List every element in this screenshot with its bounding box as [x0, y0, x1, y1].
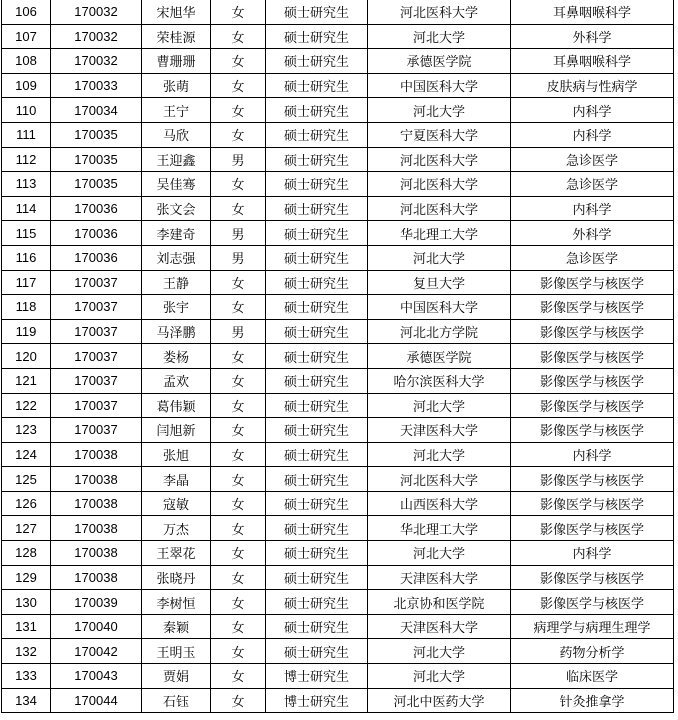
major-cell: 外科学: [511, 24, 674, 49]
school-cell: 河北医科大学: [368, 147, 511, 172]
degree-cell: 硕士研究生: [266, 122, 368, 147]
table-row: [2, 270, 674, 295]
school-cell: 河北大学: [368, 664, 511, 689]
id-cell: 170035: [51, 122, 142, 147]
gender-cell: 男: [211, 147, 266, 172]
major-cell: 内科学: [511, 541, 674, 566]
index-cell: 133: [2, 664, 51, 689]
index-cell: 132: [2, 639, 51, 664]
school-cell: 河北大学: [368, 393, 511, 418]
major-cell: 病理学与病理生理学: [511, 614, 674, 639]
gender-cell: 女: [211, 590, 266, 615]
gender-cell: 女: [211, 344, 266, 369]
gender-cell: 女: [211, 172, 266, 197]
index-cell: 117: [2, 270, 51, 295]
name-cell: 石钰: [142, 688, 211, 713]
id-cell: 170035: [51, 147, 142, 172]
table-body: [2, 0, 674, 713]
table-row: [2, 147, 674, 172]
id-cell: 170036: [51, 196, 142, 221]
index-cell: 113: [2, 172, 51, 197]
index-cell: 131: [2, 614, 51, 639]
id-cell: 170043: [51, 664, 142, 689]
index-cell: 120: [2, 344, 51, 369]
name-cell: 李晶: [142, 467, 211, 492]
degree-cell: 硕士研究生: [266, 565, 368, 590]
school-cell: 河北大学: [368, 442, 511, 467]
degree-cell: 硕士研究生: [266, 0, 368, 24]
table-row: [2, 368, 674, 393]
school-cell: 天津医科大学: [368, 418, 511, 443]
id-cell: 170037: [51, 319, 142, 344]
index-cell: 129: [2, 565, 51, 590]
table-row: [2, 98, 674, 123]
major-cell: 耳鼻咽喉科学: [511, 0, 674, 24]
gender-cell: 女: [211, 196, 266, 221]
index-cell: 107: [2, 24, 51, 49]
id-cell: 170035: [51, 172, 142, 197]
table-row: [2, 418, 674, 443]
id-cell: 170038: [51, 491, 142, 516]
name-cell: 张萌: [142, 73, 211, 98]
table-row: [2, 565, 674, 590]
gender-cell: 女: [211, 418, 266, 443]
school-cell: 河北大学: [368, 98, 511, 123]
name-cell: 闫旭新: [142, 418, 211, 443]
table-row: [2, 614, 674, 639]
id-cell: 170033: [51, 73, 142, 98]
degree-cell: 硕士研究生: [266, 442, 368, 467]
major-cell: 影像医学与核医学: [511, 467, 674, 492]
degree-cell: 硕士研究生: [266, 245, 368, 270]
index-cell: 124: [2, 442, 51, 467]
table-row: [2, 344, 674, 369]
name-cell: 马泽鹏: [142, 319, 211, 344]
id-cell: 170037: [51, 295, 142, 320]
gender-cell: 女: [211, 73, 266, 98]
id-cell: 170038: [51, 565, 142, 590]
index-cell: 122: [2, 393, 51, 418]
gender-cell: 女: [211, 393, 266, 418]
name-cell: 张文会: [142, 196, 211, 221]
gender-cell: 女: [211, 0, 266, 24]
major-cell: 内科学: [511, 442, 674, 467]
gender-cell: 女: [211, 368, 266, 393]
name-cell: 曹珊珊: [142, 49, 211, 74]
name-cell: 寇敏: [142, 491, 211, 516]
gender-cell: 女: [211, 516, 266, 541]
applicant-table: [1, 0, 674, 713]
gender-cell: 女: [211, 270, 266, 295]
name-cell: 万杰: [142, 516, 211, 541]
table-row: [2, 172, 674, 197]
major-cell: 外科学: [511, 221, 674, 246]
id-cell: 170038: [51, 467, 142, 492]
index-cell: 108: [2, 49, 51, 74]
id-cell: 170042: [51, 639, 142, 664]
index-cell: 121: [2, 368, 51, 393]
index-cell: 119: [2, 319, 51, 344]
gender-cell: 男: [211, 221, 266, 246]
name-cell: 李建奇: [142, 221, 211, 246]
degree-cell: 硕士研究生: [266, 196, 368, 221]
major-cell: 影像医学与核医学: [511, 491, 674, 516]
school-cell: 承德医学院: [368, 344, 511, 369]
degree-cell: 硕士研究生: [266, 344, 368, 369]
gender-cell: 女: [211, 664, 266, 689]
degree-cell: 硕士研究生: [266, 491, 368, 516]
table-row: [2, 541, 674, 566]
name-cell: 宋旭华: [142, 0, 211, 24]
name-cell: 吴佳骞: [142, 172, 211, 197]
major-cell: 急诊医学: [511, 172, 674, 197]
degree-cell: 硕士研究生: [266, 590, 368, 615]
major-cell: 内科学: [511, 122, 674, 147]
id-cell: 170037: [51, 418, 142, 443]
degree-cell: 硕士研究生: [266, 24, 368, 49]
school-cell: 河北医科大学: [368, 196, 511, 221]
id-cell: 170037: [51, 270, 142, 295]
table-row: [2, 122, 674, 147]
index-cell: 110: [2, 98, 51, 123]
id-cell: 170037: [51, 393, 142, 418]
school-cell: 河北北方学院: [368, 319, 511, 344]
table-row: [2, 196, 674, 221]
major-cell: 耳鼻咽喉科学: [511, 49, 674, 74]
school-cell: 哈尔滨医科大学: [368, 368, 511, 393]
table-row: [2, 491, 674, 516]
degree-cell: 硕士研究生: [266, 639, 368, 664]
gender-cell: 女: [211, 122, 266, 147]
id-cell: 170036: [51, 221, 142, 246]
major-cell: 内科学: [511, 98, 674, 123]
index-cell: 115: [2, 221, 51, 246]
major-cell: 内科学: [511, 196, 674, 221]
name-cell: 娄杨: [142, 344, 211, 369]
table-row: [2, 639, 674, 664]
id-cell: 170038: [51, 442, 142, 467]
major-cell: 影像医学与核医学: [511, 418, 674, 443]
name-cell: 荣桂源: [142, 24, 211, 49]
gender-cell: 女: [211, 541, 266, 566]
major-cell: 药物分析学: [511, 639, 674, 664]
name-cell: 贾娟: [142, 664, 211, 689]
major-cell: 影像医学与核医学: [511, 393, 674, 418]
name-cell: 王宁: [142, 98, 211, 123]
major-cell: 影像医学与核医学: [511, 295, 674, 320]
gender-cell: 女: [211, 49, 266, 74]
id-cell: 170037: [51, 368, 142, 393]
index-cell: 118: [2, 295, 51, 320]
table-row: [2, 295, 674, 320]
degree-cell: 博士研究生: [266, 664, 368, 689]
index-cell: 125: [2, 467, 51, 492]
table-row: [2, 516, 674, 541]
degree-cell: 硕士研究生: [266, 516, 368, 541]
index-cell: 116: [2, 245, 51, 270]
major-cell: 影像医学与核医学: [511, 270, 674, 295]
school-cell: 河北大学: [368, 541, 511, 566]
name-cell: 马欣: [142, 122, 211, 147]
name-cell: 秦颖: [142, 614, 211, 639]
gender-cell: 女: [211, 467, 266, 492]
table-row: [2, 590, 674, 615]
gender-cell: 男: [211, 245, 266, 270]
table-row: [2, 73, 674, 98]
school-cell: 华北理工大学: [368, 221, 511, 246]
name-cell: 张晓丹: [142, 565, 211, 590]
table-row: [2, 467, 674, 492]
school-cell: 复旦大学: [368, 270, 511, 295]
table-row: [2, 24, 674, 49]
major-cell: 影像医学与核医学: [511, 344, 674, 369]
school-cell: 北京协和医学院: [368, 590, 511, 615]
table-row: [2, 688, 674, 713]
id-cell: 170032: [51, 49, 142, 74]
table-row: [2, 442, 674, 467]
major-cell: 急诊医学: [511, 245, 674, 270]
id-cell: 170038: [51, 516, 142, 541]
major-cell: 影像医学与核医学: [511, 516, 674, 541]
index-cell: 130: [2, 590, 51, 615]
id-cell: 170037: [51, 344, 142, 369]
degree-cell: 硕士研究生: [266, 614, 368, 639]
gender-cell: 女: [211, 98, 266, 123]
school-cell: 天津医科大学: [368, 614, 511, 639]
school-cell: 河北医科大学: [368, 467, 511, 492]
school-cell: 山西医科大学: [368, 491, 511, 516]
major-cell: 临床医学: [511, 664, 674, 689]
degree-cell: 硕士研究生: [266, 319, 368, 344]
id-cell: 170039: [51, 590, 142, 615]
index-cell: 134: [2, 688, 51, 713]
index-cell: 112: [2, 147, 51, 172]
name-cell: 李树恒: [142, 590, 211, 615]
gender-cell: 女: [211, 24, 266, 49]
degree-cell: 博士研究生: [266, 688, 368, 713]
table-row: [2, 221, 674, 246]
index-cell: 106: [2, 0, 51, 24]
id-cell: 170044: [51, 688, 142, 713]
gender-cell: 女: [211, 295, 266, 320]
id-cell: 170032: [51, 0, 142, 24]
gender-cell: 女: [211, 491, 266, 516]
name-cell: 王迎鑫: [142, 147, 211, 172]
name-cell: 孟欢: [142, 368, 211, 393]
school-cell: 河北大学: [368, 639, 511, 664]
school-cell: 承德医学院: [368, 49, 511, 74]
table-row: [2, 664, 674, 689]
id-cell: 170032: [51, 24, 142, 49]
id-cell: 170040: [51, 614, 142, 639]
table-row: [2, 0, 674, 24]
index-cell: 111: [2, 122, 51, 147]
name-cell: 葛伟颖: [142, 393, 211, 418]
table-row: [2, 393, 674, 418]
table-row: [2, 319, 674, 344]
name-cell: 王翠花: [142, 541, 211, 566]
school-cell: 河北大学: [368, 245, 511, 270]
major-cell: 影像医学与核医学: [511, 368, 674, 393]
name-cell: 王明玉: [142, 639, 211, 664]
name-cell: 张宇: [142, 295, 211, 320]
degree-cell: 硕士研究生: [266, 270, 368, 295]
degree-cell: 硕士研究生: [266, 418, 368, 443]
degree-cell: 硕士研究生: [266, 172, 368, 197]
index-cell: 123: [2, 418, 51, 443]
table-row: [2, 245, 674, 270]
school-cell: 中国医科大学: [368, 295, 511, 320]
degree-cell: 硕士研究生: [266, 221, 368, 246]
name-cell: 张旭: [142, 442, 211, 467]
degree-cell: 硕士研究生: [266, 98, 368, 123]
index-cell: 127: [2, 516, 51, 541]
major-cell: 影像医学与核医学: [511, 565, 674, 590]
degree-cell: 硕士研究生: [266, 295, 368, 320]
school-cell: 河北大学: [368, 24, 511, 49]
major-cell: 急诊医学: [511, 147, 674, 172]
gender-cell: 女: [211, 442, 266, 467]
gender-cell: 女: [211, 688, 266, 713]
degree-cell: 硕士研究生: [266, 467, 368, 492]
degree-cell: 硕士研究生: [266, 147, 368, 172]
major-cell: 影像医学与核医学: [511, 590, 674, 615]
gender-cell: 女: [211, 639, 266, 664]
id-cell: 170036: [51, 245, 142, 270]
degree-cell: 硕士研究生: [266, 393, 368, 418]
table-row: [2, 49, 674, 74]
school-cell: 中国医科大学: [368, 73, 511, 98]
gender-cell: 女: [211, 614, 266, 639]
degree-cell: 硕士研究生: [266, 368, 368, 393]
school-cell: 河北医科大学: [368, 0, 511, 24]
index-cell: 128: [2, 541, 51, 566]
gender-cell: 女: [211, 565, 266, 590]
school-cell: 天津医科大学: [368, 565, 511, 590]
id-cell: 170038: [51, 541, 142, 566]
index-cell: 114: [2, 196, 51, 221]
degree-cell: 硕士研究生: [266, 73, 368, 98]
index-cell: 109: [2, 73, 51, 98]
index-cell: 126: [2, 491, 51, 516]
school-cell: 宁夏医科大学: [368, 122, 511, 147]
school-cell: 华北理工大学: [368, 516, 511, 541]
id-cell: 170034: [51, 98, 142, 123]
degree-cell: 硕士研究生: [266, 49, 368, 74]
major-cell: 针灸推拿学: [511, 688, 674, 713]
name-cell: 刘志强: [142, 245, 211, 270]
school-cell: 河北医科大学: [368, 172, 511, 197]
major-cell: 影像医学与核医学: [511, 319, 674, 344]
name-cell: 王静: [142, 270, 211, 295]
degree-cell: 硕士研究生: [266, 541, 368, 566]
school-cell: 河北中医药大学: [368, 688, 511, 713]
gender-cell: 男: [211, 319, 266, 344]
major-cell: 皮肤病与性病学: [511, 73, 674, 98]
